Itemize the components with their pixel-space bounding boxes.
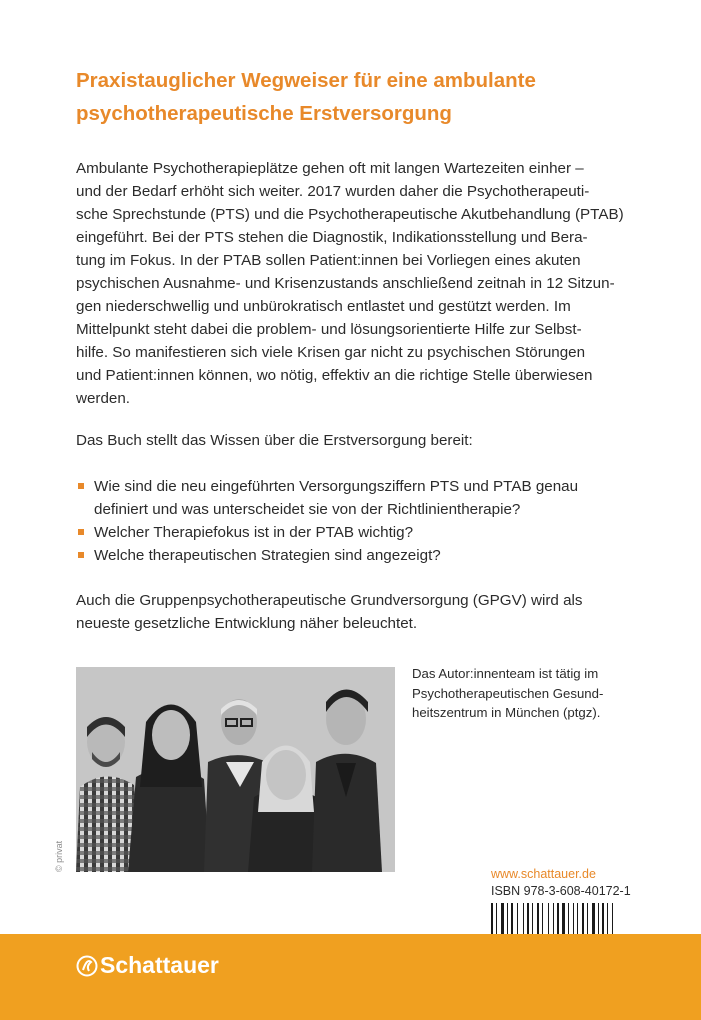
publisher-name: Schattauer [100, 952, 219, 978]
text-line: tung im Fokus. In der PTAB sollen Patient:innen bei Vorliegen eines akuten [76, 252, 581, 269]
text-line: und der Bedarf erhöht sich weiter. 2017 wurden daher die Psychotherapeuti- [76, 183, 590, 200]
list-item [76, 544, 636, 567]
list-intro [76, 429, 636, 452]
text-line: Psychotherapeutischen Gesund- [412, 685, 604, 701]
text-line: Welcher Therapiefokus ist in der PTAB wichtig? [94, 524, 414, 541]
headline-line: psychotherapeutische Erstversorgung [76, 102, 452, 125]
cover-headline [76, 64, 636, 130]
text-line: Auch die Gruppenpsychotherapeutische Grundversorgung (GPGV) wird als [76, 592, 583, 609]
photo-credit: © privat [54, 840, 64, 872]
isbn-number: ISBN 978-3-608-40172-1 [491, 884, 631, 898]
schattauer-logo-icon [76, 955, 98, 977]
author-group-photo [76, 667, 395, 872]
text-line: Wie sind die neu eingeführten Versorgungsziffern PTS und PTAB genau [94, 478, 579, 495]
text-line: Welche therapeutischen Strategien sind angezeigt? [94, 547, 441, 564]
text-line: definiert und was unterscheidet sie von der Richtlinientherapie? [94, 501, 521, 518]
text-line: hilfe. So manifestieren sich viele Krisen gar nicht zu psychischen Störungen [76, 344, 586, 361]
text-line: psychischen Ausnahme- und Krisenzustands anschließend zeitnah in 12 Sitzun- [76, 275, 615, 292]
text-line: Das Buch stellt das Wissen über die Erstversorgung bereit: [76, 432, 473, 449]
text-line: neueste gesetzliche Entwicklung näher beleuchtet. [76, 615, 418, 632]
barcode-icon [491, 903, 641, 935]
bullet-square-icon [78, 552, 84, 558]
publisher-logo [76, 952, 219, 979]
closing-paragraph [76, 589, 636, 635]
text-line: Mittelpunkt steht dabei die problem- und lösungsorientierte Hilfe zur Selbst- [76, 321, 582, 338]
text-line: gen niederschwellig und unbürokratisch entlastet und gestützt werden. Im [76, 298, 571, 315]
publisher-website[interactable]: www.schattauer.de [491, 867, 596, 881]
text-line: eingeführt. Bei der PTS stehen die Diagnostik, Indikationsstellung und Bera- [76, 229, 588, 246]
description-paragraph [76, 157, 636, 410]
photo-caption [412, 664, 642, 723]
text-line: werden. [76, 390, 131, 407]
bullet-square-icon [78, 483, 84, 489]
headline-line: Praxistauglicher Wegweiser für eine ambulante [76, 69, 536, 92]
publisher-footer-band [0, 934, 701, 1020]
list-item [76, 475, 636, 521]
text-line: und Patient:innen können, wo nötig, effektiv an die richtige Stelle überwiesen [76, 367, 593, 384]
text-line: sche Sprechstunde (PTS) und die Psychotherapeutische Akutbehandlung (PTAB) [76, 206, 624, 223]
list-item [76, 521, 636, 544]
feature-list [76, 475, 636, 567]
text-line: Das Autor:innenteam ist tätig im [412, 666, 599, 681]
bullet-square-icon [78, 529, 84, 535]
text-line: heitszentrum in München (ptgz). [412, 705, 601, 720]
text-line: Ambulante Psychotherapieplätze gehen oft mit langen Wartezeiten einher – [76, 160, 584, 177]
